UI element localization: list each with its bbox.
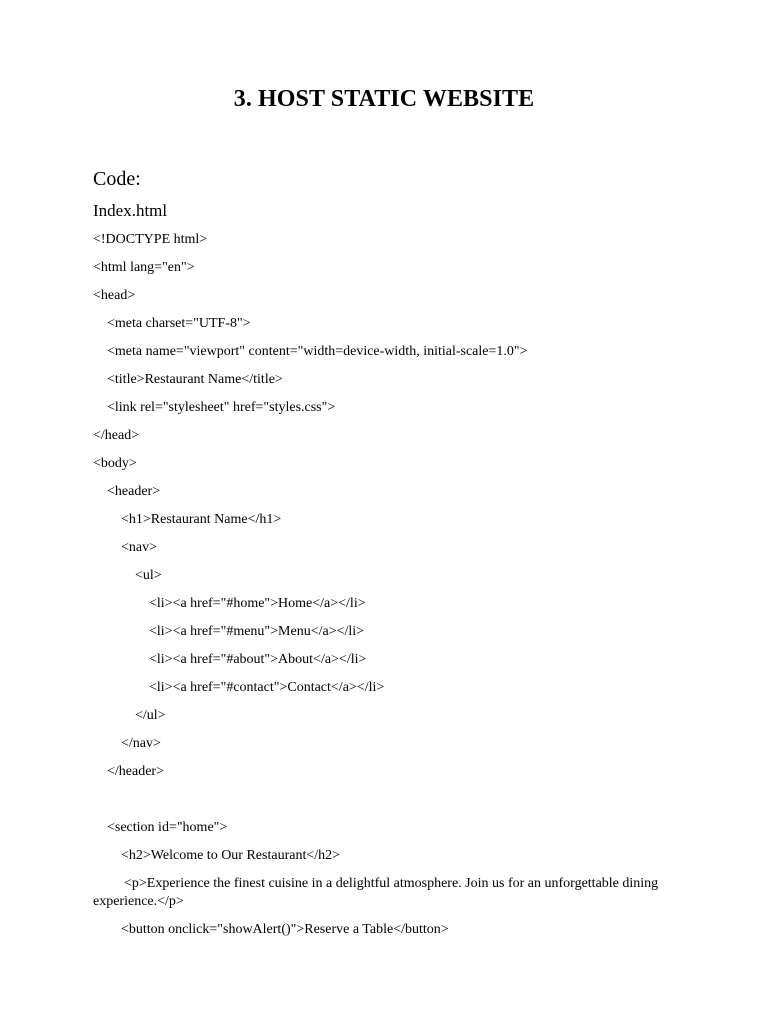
code-line: <li><a href="#menu">Menu</a></li>	[93, 624, 365, 639]
code-line: <section id="home">	[93, 820, 228, 835]
file-name-heading: Index.html	[93, 201, 168, 220]
code-line: <h1>Restaurant Name</h1>	[93, 512, 282, 527]
code-line: <ul>	[93, 568, 162, 583]
code-line: <p>Experience the finest cuisine in a delightful atmosphere. Join us for an unforgettable dining experience.</p>	[93, 876, 659, 909]
code-line: <meta name="viewport" content="width=device-width, initial-scale=1.0">	[93, 344, 528, 359]
code-line: <head>	[93, 288, 136, 303]
code-line: <li><a href="#contact">Contact</a></li>	[93, 680, 385, 695]
page-title: 3. HOST STATIC WEBSITE	[233, 86, 535, 112]
code-line: <li><a href="#about">About</a></li>	[93, 652, 367, 667]
code-line: <header>	[93, 484, 161, 499]
code-line: <nav>	[93, 540, 158, 555]
code-line: <link rel="stylesheet" href="styles.css">	[93, 400, 336, 415]
code-line: </head>	[93, 428, 140, 443]
code-line: <!DOCTYPE html>	[93, 232, 208, 247]
code-line: </header>	[93, 764, 164, 779]
code-line: <h2>Welcome to Our Restaurant</h2>	[93, 848, 341, 863]
code-line: <li><a href="#home">Home</a></li>	[93, 596, 366, 611]
code-line: </nav>	[93, 736, 161, 751]
code-line: <button onclick="showAlert()">Reserve a Table</button>	[93, 922, 449, 937]
code-line: <meta charset="UTF-8">	[93, 316, 251, 331]
code-line: <title>Restaurant Name</title>	[93, 372, 283, 387]
code-line: <html lang="en">	[93, 260, 195, 275]
code-line: <body>	[93, 456, 137, 471]
code-heading: Code:	[93, 168, 141, 190]
code-line: </ul>	[93, 708, 166, 723]
